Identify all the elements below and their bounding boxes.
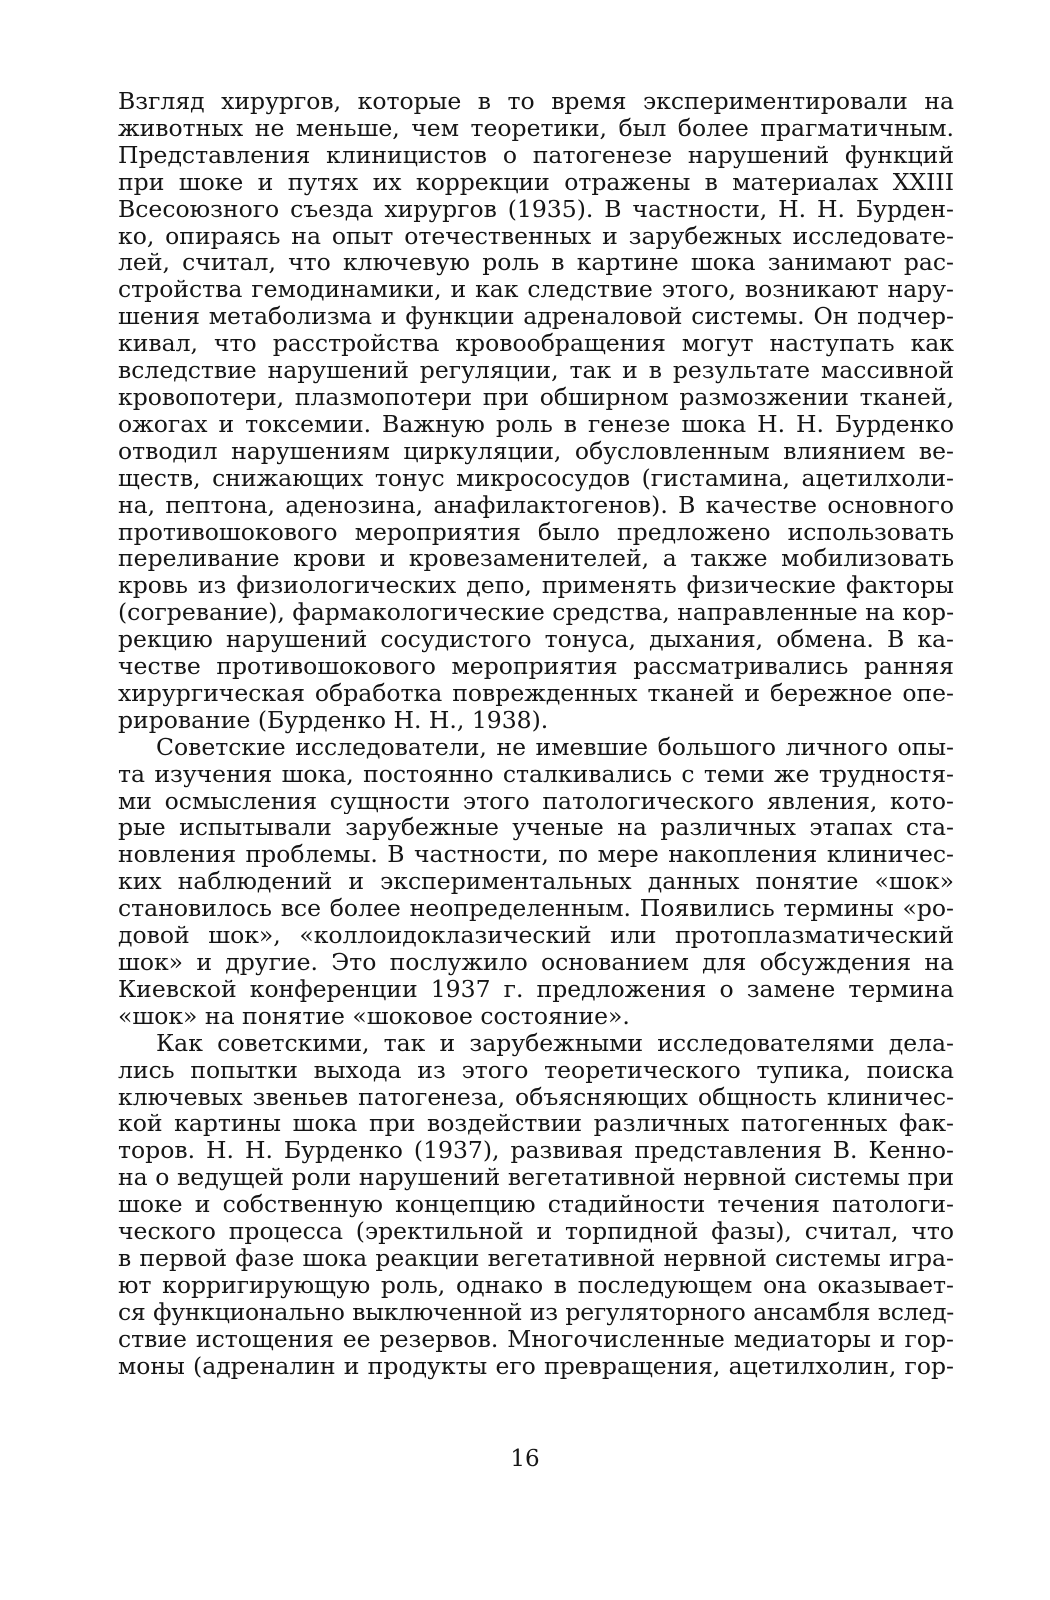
text-line: ко, опираясь на опыт отечественных и зарубежных исследовате- <box>118 222 954 250</box>
text-line: на о ведущей роли нарушений вегетативной нервной системы при <box>118 1164 954 1192</box>
text-line: торов. Н. Н. Бурденко (1937), развивая представления В. Кенно- <box>118 1137 954 1165</box>
text-line: животных не меньше, чем теоретики, был более прагматичным. <box>118 114 954 142</box>
text-line: рирование (Бурденко Н. Н., 1938). <box>118 706 549 734</box>
text-line: хирургическая обработка поврежденных тканей и бережное опе- <box>118 679 954 707</box>
text-line: лей, считал, что ключевую роль в картине шока занимают рас- <box>118 249 954 277</box>
text-line: ществ, снижающих тонус микрососудов (гистамина, ацетилхоли- <box>118 464 954 492</box>
text-line: Всесоюзного съезда хирургов (1935). В частности, Н. Н. Бурден- <box>118 195 954 223</box>
text-line: противошокового мероприятия было предложено использовать <box>118 518 954 546</box>
text-line: кровь из физиологических депо, применять физические факторы <box>118 572 954 600</box>
text-line: в первой фазе шока реакции вегетативной нервной системы игра- <box>118 1244 954 1272</box>
text-line: переливание крови и кровезаменителей, а также мобилизовать <box>118 545 954 573</box>
text-line: ми осмысления сущности этого патологического явления, кото- <box>118 787 954 815</box>
text-line: кой картины шока при воздействии различных патогенных фак- <box>118 1110 954 1138</box>
text-line: «шок» на понятие «шоковое состояние». <box>118 1002 630 1030</box>
text-line: ся функционально выключенной из регуляторного ансамбля вслед- <box>118 1298 954 1326</box>
text-line: при шоке и путях их коррекции отражены в материалах XXIII <box>118 168 954 196</box>
text-line: Представления клиницистов о патогенезе нарушений функций <box>118 141 954 169</box>
text-line: рекцию нарушений сосудистого тонуса, дыхания, обмена. В ка- <box>118 626 954 654</box>
text-line: кивал, что расстройства кровообращения могут наступать как <box>118 330 954 358</box>
text-line: довой шок», «коллоидоклазический или протоплазматический <box>118 922 954 949</box>
text-line: вследствие нарушений регуляции, так и в результате массивной <box>118 357 954 384</box>
text-line: Как советскими, так и зарубежными исследователями дела- <box>156 1029 954 1057</box>
text-line: ют корригирующую роль, однако в последующем она оказывает- <box>118 1271 954 1299</box>
text-line: ключевых звеньев патогенеза, объясняющих общность клиничес- <box>118 1083 954 1111</box>
text-line: (согревание), фармакологические средства, направленные на кор- <box>118 599 954 627</box>
page-number: 16 <box>510 1446 540 1472</box>
text-line: та изучения шока, постоянно сталкивались с теми же трудностя- <box>118 760 954 788</box>
text-line: ожогах и токсемии. Важную роль в генезе шока Н. Н. Бурденко <box>118 410 954 438</box>
text-line: становилось все более неопределенным. Появились термины «ро- <box>118 895 954 923</box>
text-line: шоке и собственную концепцию стадийности течения патологи- <box>118 1191 954 1219</box>
text-line: шок» и другие. Это послужило основанием для обсуждения на <box>118 949 954 976</box>
text-line: шения метаболизма и функции адреналовой системы. Он подчер- <box>118 303 954 331</box>
paragraph <box>118 1030 954 1380</box>
text-line: честве противошокового мероприятия рассматривались ранняя <box>118 653 954 680</box>
text-line: лись попытки выхода из этого теоретического тупика, поиска <box>118 1056 954 1084</box>
paragraph <box>118 734 954 1030</box>
text-line: новления проблемы. В частности, по мере накопления клиничес- <box>118 841 954 869</box>
text-line: ческого процесса (эректильной и торпидной фазы), считал, что <box>118 1218 954 1245</box>
paragraph <box>118 88 954 734</box>
page-body <box>118 88 954 1380</box>
text-line: ких наблюдений и экспериментальных данных понятие «шок» <box>118 868 954 896</box>
text-line: Взгляд хирургов, которые в то время экспериментировали на <box>118 88 954 115</box>
text-line: моны (адреналин и продукты его превращения, ацетилхолин, гор- <box>118 1352 954 1380</box>
text-line: Советские исследователи, не имевшие большого личного опы- <box>156 733 954 761</box>
text-line: отводил нарушениям циркуляции, обусловленным влиянием ве- <box>118 437 954 465</box>
text-line: кровопотери, плазмопотери при обширном размозжении тканей, <box>118 383 954 411</box>
text-line: рые испытывали зарубежные ученые на различных этапах ста- <box>118 814 954 842</box>
text-line: стройства гемодинамики, и как следствие этого, возникают нару- <box>118 276 954 304</box>
text-line: ствие истощения ее резервов. Многочисленные медиаторы и гор- <box>118 1325 954 1353</box>
text-line: на, пептона, аденозина, анафилактогенов). В качестве основного <box>118 491 954 519</box>
text-line: Киевской конференции 1937 г. предложения о замене термина <box>118 975 954 1003</box>
